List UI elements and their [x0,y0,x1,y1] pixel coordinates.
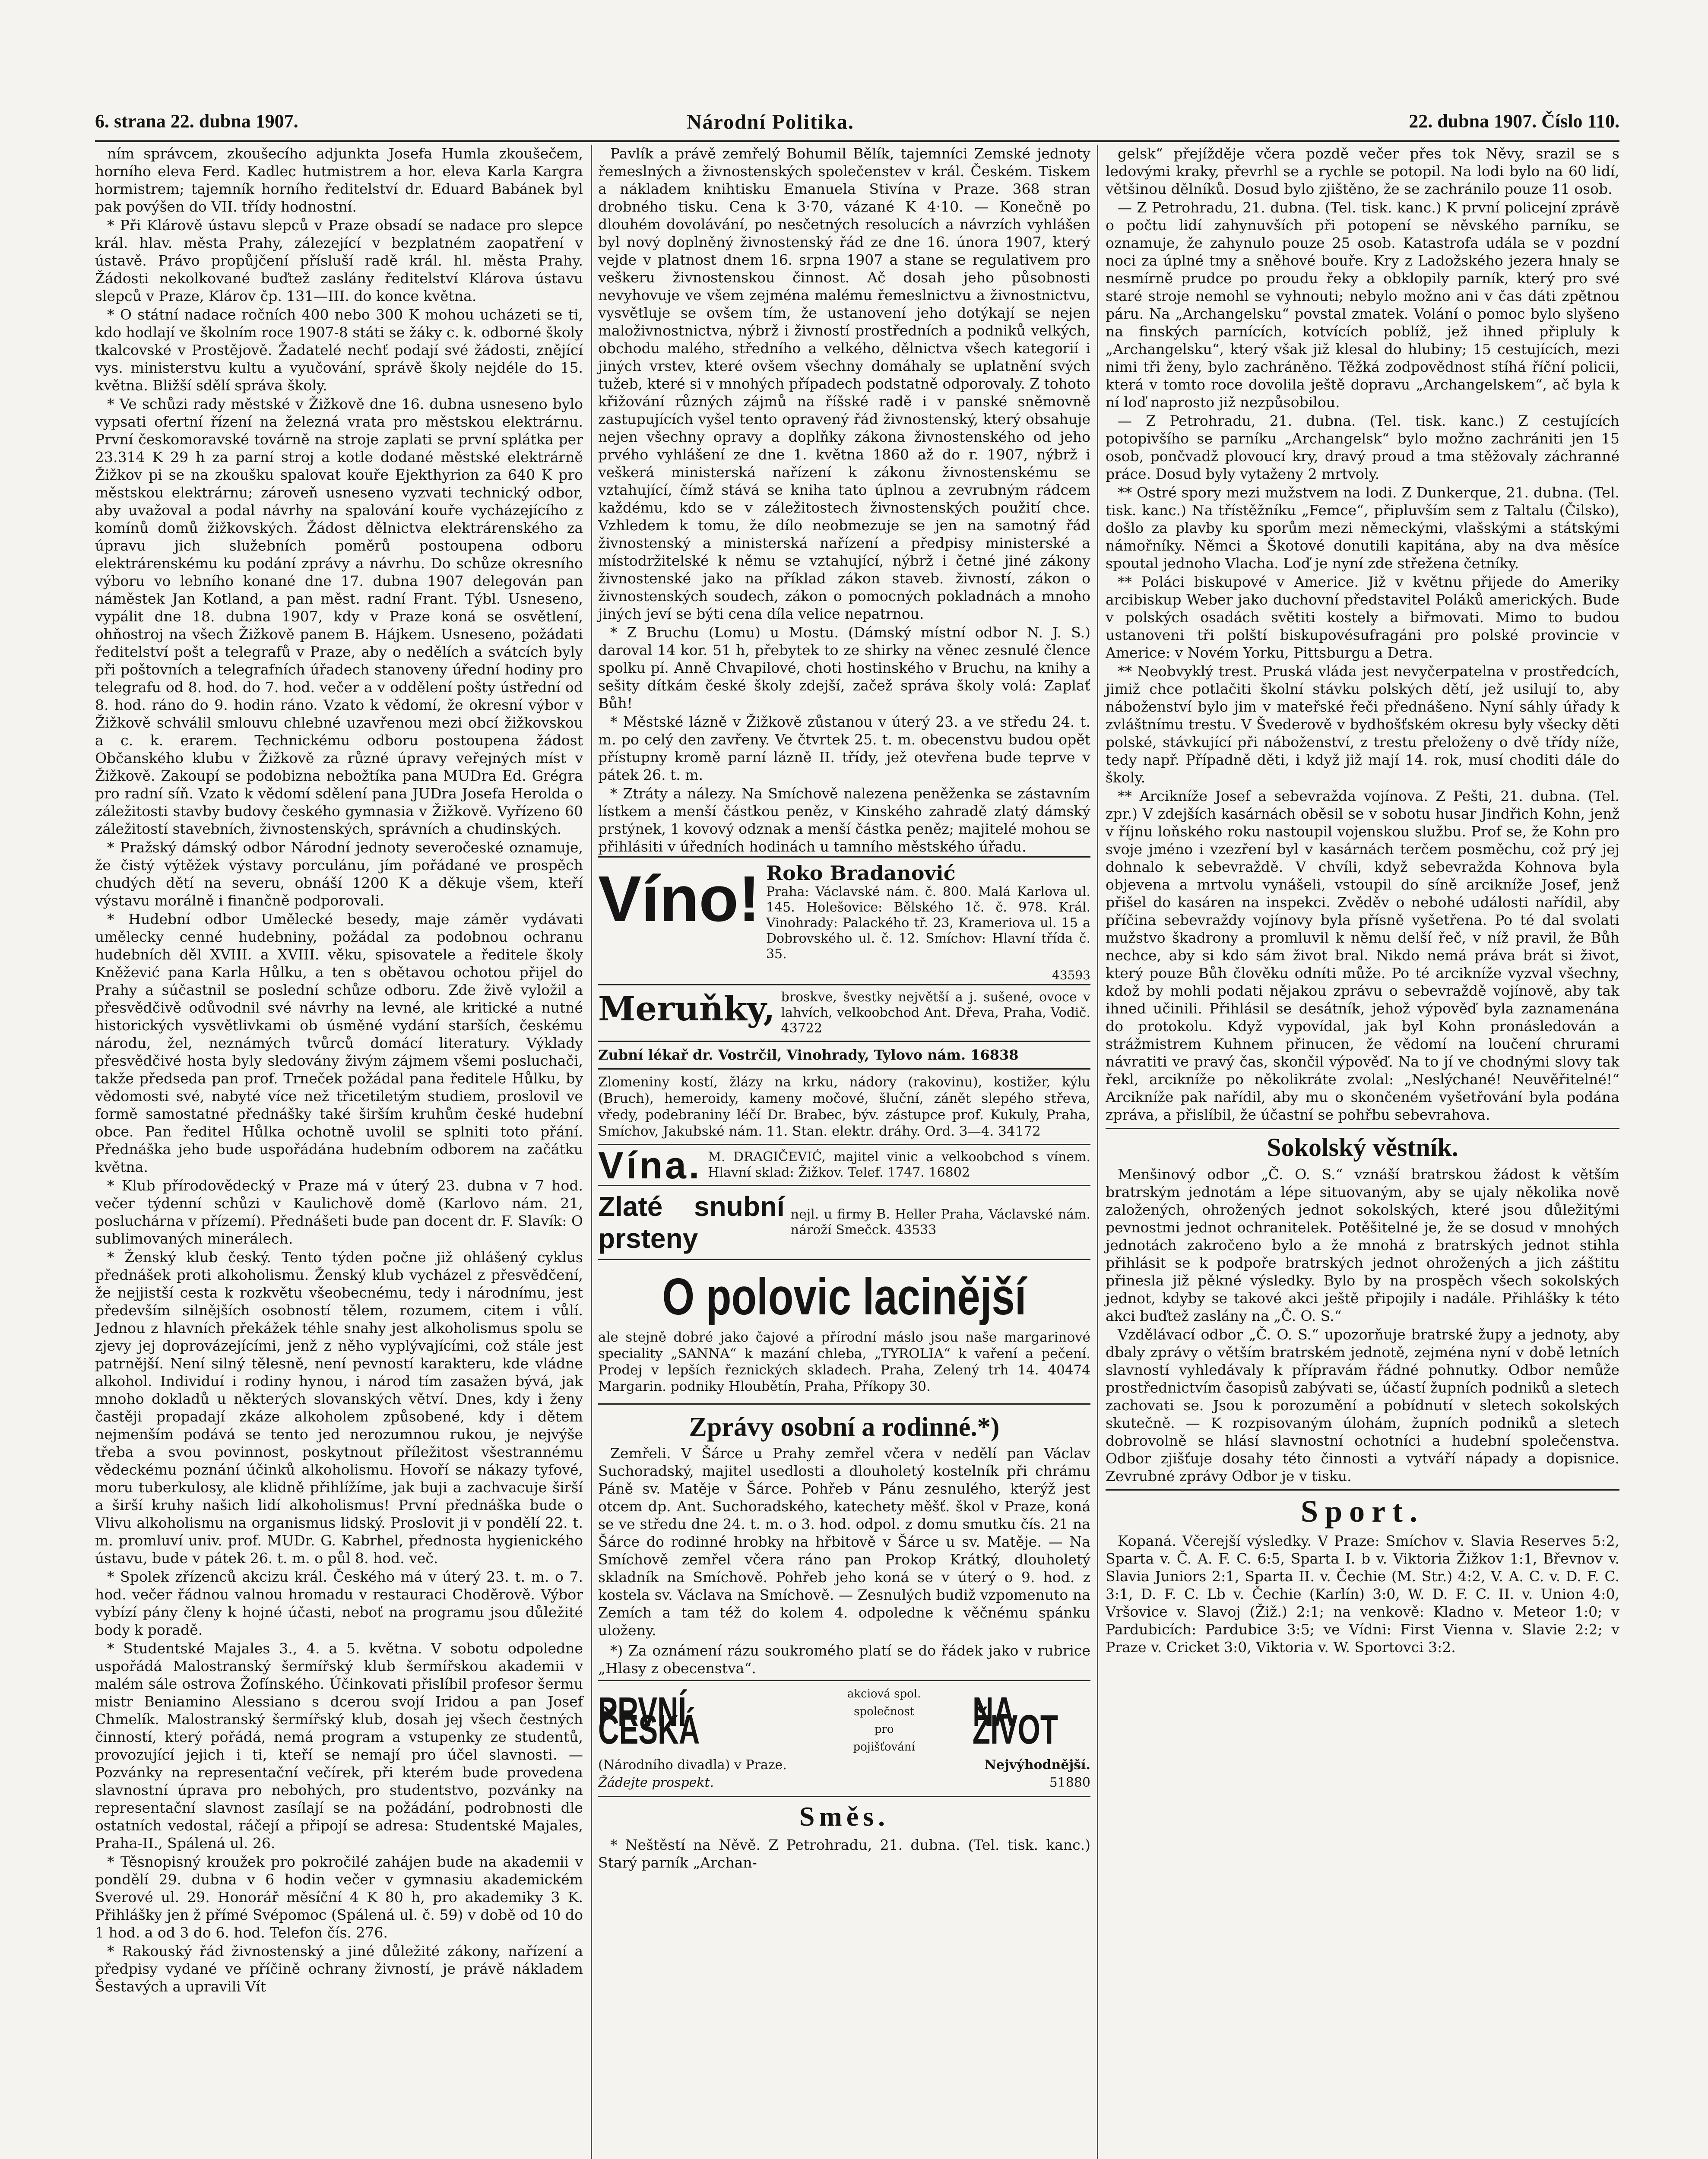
column-2 [598,145,1090,1872]
ad-margarin [598,1259,1090,1399]
article-paragraph: * Ve schůzi rady městské v Žižkově dne 16. dubna usneseno bylo vypsati ofertní řízení na železná vrata pro městskou elektrárnu. První českomoravské továrně na stroje zaplati se první splátka per 23.314 K 29 h za parní stroj a kotle dodané městské elektrárně Žižkov pi se na zkoušku spalovat kouře Ejekthyrion za 640 K pro městskou elektrárnu; zároveň usneseno vyzvati technický odbor, aby uvažoval a podal návrhy na spalování kouře vycházejícího z komínů domů žižkovských. Žádost dělnictva elektrárenského za úpravu jich služebních poměrů postoupena odboru elektrárenskému ku podání zprávy a návrhu. Do schůze okresního výboru vo lebního konané dne 17. dubna 1907 delegován pan náměstek Jan Kotland, a pan měst. radní Frant. Týbl. Usneseno, vypálit dne 18. dubna 1907, kdy v Praze koná se osvětlení, ohňostroj na všech Žižkově panem B. Hájkem. Usneseno, požádati ředitelství pošt a telegrafů v Praze, aby o nedělích a svátcích byly při poštovních a telegrafních úřadech stanoveny úřední hodiny pro telegrafu od 8. hod. do 7. hod. večer a v oddělení pošty ústřední od 8. hod. ráno do 9. hodin ráno. Vzato k vědomí, že okresní výbor v Žižkově schválil smlouvu chlebné uzavřenou mezi obcí žižkovskou a c. k. erarem. Technickému odboru postoupena žádost Občanského klubu v Žižkově za různé úpravy veřejných míst v Žižkově. Zakoupí se podobizna nebožtíka pana MUDra Ed. Grégra pro radní síň. Vzato k vědomí sdělení pana JUDra Josefa Herolda o záležitosti stavby budovy českého gymnasia v Žižkově. Vyřízeno 60 záležitostí stavebních, živnostenských, správních a chudinských. [95,396,583,837]
ad-vino-name: Roko Bradanović [766,861,956,885]
article-paragraph: * Studentské Majales 3., 4. a 5. května. V sobotu odpoledne uspořádá Malostranský šermířský klub šermířskou akademii v malém sále ostrova Žofínského. Účinkovati přislíbil profesor šermu mistr Beniamino Alessiano s dcerou svojí Iridou a pan Josef Chmelík. Malostranský šermířský klub, dosah jej všech čestných činností, který pořádá, nemá program a vstupenky ze studentů, provozující jejich i ti, kteří se nemají pro účel slavnosti. — Pozvánky na representační večírek, při kterém bude provedena slavnostní úprava pro nebohých, pro studentstvo, pozvánky na representační slavnost zasílají se na požádání, podrobnosti dle ostatních vedostal, ráčejí a připojí se adresa: Studentské Majales, Praha-II., Spálená ul. 26. [95,1640,583,1852]
header-left: 6. strana 22. dubna 1907. [95,111,298,132]
article-paragraph: * Pražský dámský odbor Národní jednoty severočeské oznamuje, že čistý výtěžek výstavy porculánu, jím pořádané ve prospěch chudých dětí na severu, obnáší 1200 K a děkuje všem, kteří výstavu morálně i finančně podporovali. [95,839,583,909]
header-rule [95,140,1619,142]
sport-section [1106,1489,1619,1656]
sport-title: Sport. [1300,1494,1425,1529]
sport-text: Kopaná. Včerejší výsledky. V Praze: Smíchov v. Slavia Reserves 5:2, Sparta v. Č. A. F. C. 6:5, Sparta I. b v. Viktoria Žižkov 1:1, Břevnov v. Slavia Juniors 2:1, Sparta II. v. Čechie (M. Str.) 4:2, V. A. C. v. D. F. C. 3:1, D. F. C. Lb v. Čechie (Karlín) 3:0, W. D. F. C. II. v. Union 4:0, Vršovice v. Slavoj (Žiž.) 2:1; na venkově: Kladno v. Meteor 1:0; v Pardubicích: Pardubice 3:5; ve Vídni: First Vienna v. Slavie 2:2; v Praze v. Cricket 3:0, Viktoria v. W. Sportovci 3:2. [1106,1532,1619,1656]
header-right: 22. dubna 1907. Číslo 110. [1409,111,1619,132]
sokol-section [1106,1128,1619,1485]
article-paragraph: ** Ostré spory mezi mužstvem na lodi. Z Dunkerque, 21. dubna. (Tel. tisk. kanc.) Na třístěžníku „Femce“, připluvším sem z Taltalu (Čilsko), došlo za plavby ku sporům mezi německými, vlašskými a státskými námořníky. Němci a Škotové donutili kapitána, aby na dva měsíce spoutal jednoho Vlacha. Loď je nyní zde střežena četníky. [1106,484,1619,572]
article-paragraph: * O státní nadace ročních 400 nebo 300 K mohou ucházeti se ti, kdo hodlají ve školním roce 1907-8 státi se žáky c. k. odborné školy tkalcovské v Prostějově. Žadatelé nechť podají své žádosti, znějící vys. ministerstvu kultu a vyučování, správě školy nejdéle do 15. května. Bližší sdělí správa školy. [95,306,583,394]
article-paragraph: — Z Petrohradu, 21. dubna. (Tel. tisk. kanc.) K první policejní zprávě o počtu lidí zahynuvších při potopení se něvského parníku, se oznamuje, že zahynulo pouze 25 osob. Katastrofa udála se v pozdní noci za úplné tmy a sněhové bouře. Kry z Ladožského jezera hnaly se nesmírně prudce po proudu řeky a obklopily parník, který pro své staré stroje nemohl se vyhnouti; nebylo možno ani v čas dáti zpětnou páru. Na „Archangelsku“ povstal zmatek. Volání o pomoc bylo slyšeno na finských parnících, kotvících poblíž, jež ihned připluly k „Archangelsku“, který však již klesal do hlubiny; 15 cestujících, mezi nimi tři ženy, bylo zachráněno. Těžká zodpovědnost stíhá říční policii, která v tomto roce dovolila ještě dopravu „Archangelskem“, ač byla k ní loď naprosto již nezpůsobilou. [1106,199,1619,411]
sokol-text: Menšinový odbor „Č. O. S.“ vznáší bratrskou žádost k větším bratrským jednotám a lépe situovaným, aby se ujaly několika nově založených, ohrožených jednot sokolských, které jsou důležitými pevnostmi jednot ochranitelek. Potěšitelné je, že se dosud v mnohých jednotách zakročeno bylo a že mnohá z bratrských jednot stihla přihlásit se k podpoře bratrských jednot ohrožených a jich záštitu přinesla již pěkné výsledky. Bylo by na prospěch všech sokolských jednot, kdyby se takové akci ještě připojily i nadále. Přihlášky k této akci buďtež zaslány na „Č. O. S.“ [1106,1166,1619,1324]
ad-zlate-title: Zlaté snubní prsteny [598,1191,785,1254]
article-paragraph: Pavlík a právě zemřelý Bohumil Bělík, tajemníci Zemské jednoty řemeslných a živnostenských společenstev v král. Českém. Tiskem a nákladem knihtisku Emanuela Stivína v Praze. 368 stran drobného tisku. Cena k 3·70, vázané K 4·10. — Konečně po dlouhém dovolávání, po nesčetných resolucích a návrzích vyhlášen byl nový doplněný živnostenský řád ze dne 16. února 1907, který vejde v platnost dnem 16. srpna 1907 a stane se regulativem pro veškeru živnostenskou činnost. Ač dosah jeho působnosti nevyhovuje ve všem zejména malému řemeslnictvu a živnostnictvu, vysvětluje se ovšem tím, že ustanovení jeho dotýkají se nejen maloživnostnictva, nýbrž i živností prostředních a podniků velkých, obchodu malého, středního a velkého, dělnictva všech kategorií i jiných vrstev, které ovšem všechny domáhaly se uplatnění svých tužeb, které si v mnohých případech podstatně odporovaly. Z tohoto křižování různých zájmů na říšské radě i v panské sněmovně zastupujících vyšel tento opravený řád živnostenský, který obsahuje nejen všechny opravy a doplňky zákona živnostenského od jeho prvého vyhlášení ze dne 1. května 1860 až do r. 1907, nýbrž i veškerá ministerská nařízení k zákonu živnostenskému se vztahující, čímž stává se kniha tato úplnou a zevrubným rádcem každému, kdo se v záležitostech živnostenských použití chce. Vzhledem k tomu, že dílo neobmezuje se jen na samotný řád živnostenský a ministerská nařízení a předpisy ministerské a místodržitelské k němu se vztahující, nýbrž i četné jiné zákony živnostenské jako na příklad zákon staveb. živností, zákon o živnostenských soudech, zákon o pomocných pokladnách a mnoho jiných jeví se býti cena díla velice nepatrnou. [598,145,1090,622]
ad-merunky [598,984,1090,1041]
article-paragraph: ním správcem, zkoušecího adjunkta Josefa Humla zkoušečem, horního eleva Ferd. Kadlec hutmistrem a hor. eleva Karla Kargra hormistrem; tajemník horního ředitelství dr. Eduard Babánek byl pak povýšen do VII. třídy hodnostní. [95,145,583,215]
ad-vina-text: M. DRAGIČEVIĆ, majitel vinic a velkoobchod s vínem. Hlavní sklad: Žižkov. Telef. 1747. 16802 [708,1149,1090,1180]
ad-zlate-text: nejl. u firmy B. Heller Praha, Václavské nám. nároží Smečck. 43533 [790,1207,1090,1238]
ad-zlate-prsteny [598,1185,1090,1259]
ad-prvni-best: Nejvýhodnější. [984,1757,1090,1773]
ad-prvni-ceska [598,1680,1090,1797]
ad-prvni-number: 51880 [1049,1775,1090,1790]
masthead-title: Národní Politika. [687,111,854,133]
ad-vino [598,856,1090,966]
article-paragraph: * Ztráty a nálezy. Na Smíchově nalezena peněženka se zástavním lístkem a menší částkou peněz, v Kinského zahradě zlatý dámský prstýnek, 1 kovový odznak a menší částka peněz; majitelé mohou se přihlásiti v úředních hodinách u tamního městského úřadu. [598,785,1090,855]
ad-merunky-title: Meruňky, [598,989,775,1029]
zpravy-title: Zprávy osobní a rodinné.*) [689,1412,1000,1442]
ad-margarin-text: ale stejně dobré jako čajové a přírodní máslo jsou naše margarinové speciality „SANNA“ k mazání chleba, „TYROLIA“ k vaření a pečení. Prodej v lepších řeznických skladech. Praha, Zelený trh 14. 40474 Margarin. podniky Hloubětín, Praha, Příkopy 30. [598,1330,1090,1394]
ad-prvni-mid: akciová spol. společnost pro pojišťování [847,1687,921,1754]
article-paragraph: ** Arcikníže Josef a sebevražda vojínova. Z Pešti, 21. dubna. (Tel. zpr.) V zdejších kasárnách oběsil se v sobotu husar Jindřich Kohn, jenž v říjnu loňského roku nastoupil vojenskou službu. Prof se, že Kohn pro svoje jméno i vzezření byl v kasárnách terčem posměchu, což prý jej dohnalo k sebevraždě. V chvíli, když sebevražda Kohnova byla objevena a mrtvolu vynášeli, vstoupil do síně arcikníže Josef, jenž přišel do kasáren na inspekci. Zvěděv o nebohé události nařídil, aby příčina sebevraždy vojínovy byla přísně vyšetřena. Po té dal svolati mužstvo škadrony a promluvil k němu delší řeč, v níž pravil, že Bůh nechce, aby si kdo sám život bral. Nikdo nemá práva brát si život, který pouze Bůh člověku odníti může. Po té arcikníže vyzval všechny, kdož by mohli podati nějakou zprávu o sebevraždě vojínově, aby tak ihned učinili. Přihlásil se desátník, jehož výpověď byla zaznamenána do protokolu. Když vypovídal, jak byl Kohn pronásledován a strážmistrem Kuhnem přinucen, že vědomí na loučení chrurami návratiti ve pravý čas, skončil výpověď. Na to jí ve chodnými slovy tak řekl, arcikníže po několikráte zvolal: „Neslýchané! Neuvěřitelné!“ Arcikníže pak nařídil, aby mu o skončeném vyšetřování byla podána zpráva, a přislíbil, že účastní se pohřbu sebevrahova. [1106,788,1619,1123]
ad-merunky-text: broskve, švestky největší a j. sušené, ovoce v lahvích, velkoobchod Ant. Dřeva, Praha, Vodič. 43722 [781,990,1090,1036]
ad-prvni-sub: (Národního divadla) v Praze. [598,1757,787,1773]
zpravy-note: *) Za oznámení rázu soukromého platí se do řádek jako v rubrice „Hlasy z obecenstva“. [598,1642,1090,1677]
article-paragraph: * Při Klárově ústavu slepců v Praze obsadí se nadace pro slepce král. hlav. města Prahy, zálezející v bezplatném zaopatření v ústavě. Právo propůjčení přísluší radě král. hl. města Prahy. Žádosti nekolkované buďtež zaslány ředitelství Klárova ústavu slepců v Praze, Klárov čp. 131—III. do konce května. [95,217,583,304]
sokol-text-2: Vzdělávací odbor „Č. O. S.“ upozorňuje bratrské župy a jednoty, aby dbaly zprávy o větším bratrském jednotě, zejména nyní v době letních slavností vyhledávaly k přípravám řádné pohnutky. Odbor nemůže prostřednictvím časopisů zabývati se, účastí župních podniků a sletech zachovati se. Jsou k porozumění a pobídnutí v sletech sokolských skutečně. — K rozpisovaným úlohám, župních podniků a sletech dobrovolně se hlásí slavnostní ochotníci a hudební společenstva. Odbor zjišťuje dosahy této činnosti a vytváří nápady a dopisnice. Zevrubné zprávy Odbor je v tisku. [1106,1326,1619,1485]
article-paragraph: * Těsnopisný kroužek pro pokročilé zahájen bude na akademii v pondělí 29. dubna v 6 hodin večer v gymnasiu akademickém Sverové ul. 29. Honorář měsíční 4 K 80 h, pro akademiky 3 K. Přihlášky jen ž přímé Svépomoc (Spálená ul. č. 59) v době od 10 do 1 hod. a od 3 do 6. hod. Telefon čís. 276. [95,1853,583,1941]
ad-margarin-title: O polovic lacinější [662,1268,1027,1326]
column-2-articles [598,145,1090,855]
smes-title: Směs. [799,1801,890,1832]
smes-text: * Neštěstí na Něvě. Z Petrohradu, 21. dubna. (Tel. tisk. kanc.) Starý parník „Archan- [598,1836,1090,1871]
ad-vina [598,1144,1090,1185]
ad-vino-number: 43593 [1052,968,1090,982]
sokol-title: Sokolský věstník. [1267,1133,1458,1162]
article-paragraph: * Spolek zřízenců akcizu král. Českého má v úterý 23. t. m. o 7. hod. večer řádnou valnou hromadu v restauraci Choděrově. Výbor vybízí pány členy k hojné účasti, neboť na programu jsou důležité body k poradě. [95,1568,583,1638]
ad-vino-title: Víno! [598,862,760,935]
article-paragraph: * Z Bruchu (Lomu) u Mostu. (Dámský místní odbor N. J. S.) daroval 14 kor. 51 h, přebytek to ze shirky na věnec zesnulé člence spolku pí. Anně Chvapilové, choti hostinského v Bruchu, na knihy a sešity dítkám české školy zdejší, začež správa školy volá: Zaplať Bůh! [598,624,1090,712]
column-1 [95,145,583,1996]
column-3-articles [1106,145,1619,1124]
ad-prvni-prospekt: Žádejte prospekt. [598,1775,714,1790]
zpravy-section [598,1403,1090,1677]
article-paragraph: * Klub přírodovědecký v Praze má v úterý 23. dubna v 7 hod. večer týdenní schůzi v Kaulichově domě (Karlovo nám. 21, posluchárna v přízemí). Přednášeti bude pan docent dr. F. Slavík: O sublimovaných minerálech. [95,1177,583,1247]
article-paragraph: ** Neobvyklý trest. Pruská vláda jest nevyčerpatelna v prostředcích, jimiž chce potlačiti školní stávku polských dětí, jež usilují to, aby náboženství bylo jim v mateřské řeči přednášeno. Nyní sáhly úřady k zvláštnímu trestu. V Švederově v bydhošťském okresu byly všecky děti polské, stávkující při náboženství, z trestu přeloženy o dvě třídy níže, tedy např. Případně děti, i když již mají 14. rok, musí choditi dále do školy. [1106,663,1619,786]
ad-prvni-right: NA ŽIVOT [972,1689,1058,1753]
column-3 [1106,145,1619,1657]
article-paragraph: * Městské lázně v Žižkově zůstanou v úterý 23. a ve středu 24. t. m. po celý den zavřeny. Ve čtvrtek 25. t. m. obecenstvu budou opět přístupny kromě parní lázně II. třídy, jež otevřena bude teprve v pátek 26. t. m. [598,713,1090,783]
ad-vina-title: Vína. [598,1143,702,1187]
column-divider-2 [1097,145,1098,2159]
zpravy-text: Zemřeli. V Šárce u Prahy zemřel včera v nedělí pan Václav Suchoradský, majitel usedlosti a dlouholetý kostelník při chrámu Páně sv. Matěje v Šárce. Pohřeb v Pánu zesnulého, kterýž jest otcem dp. Ant. Suchoradského, katechety měšť. škol v Praze, koná se ve středu dne 24. t. m. o 3. hod. odpol. z domu smutku čís. 21 na Šárce do rodinné hrobky na hřbitově v Šárce u sv. Matěje. — Na Smíchově zemřel včera ráno pan Prokop Krátký, dlouholetý skladník na Smíchově. Pohřeb jeho koná se v úterý o 9. hod. z kostela sv. Václava na Smíchově. — Zesnulých budiž vzpomenuto na Zemích a tam též do kolem 4. odpoledne k věčnému spánku uloženy. [598,1445,1090,1639]
ad-vino-text: Praha: Václavské nám. č. 800. Malá Karlova ul. 145. Holešovice: Bělského 1č. č. 978. Král. Vinohrady: Palackého tř. 23, Krameriova ul. 15 a Dobrovského ul. č. 12. Smíchov: Hlavní třída č. 35. [766,884,1090,962]
ad-prvni-left: PRVNÍ ČESKÁ [598,1689,700,1753]
article-paragraph: * Rakouský řád živnostenský a jiné důležité zákony, nařízení a předpisy vydané ve příčině ochrany živností, je právě nákladem Šestavých a upravili Vít [95,1943,583,1995]
article-paragraph: ** Poláci biskupové v Americe. Již v květnu přijede do Ameriky arcibiskup Weber jako duchovní představitel Poláků amerických. Bude v polských osadách světiti kostely a biřmovati. Mimo to budou ustanoveni tři polští biskupovésufragáni pro polské provincie v Americe: v Novém Yorku, Pittsburgu a Detra. [1106,573,1619,661]
ad-zlomeniny: Zlomeniny kostí, žlázy na krku, nádory (rakovinu), kostižer, kýlu (Bruch), hemeroidy, kameny močové, šluční, zánět slepého střeva, vředy, podebraniny léčí Dr. Brabec, býv. zástupce prof. Kukuly, Praha, Smíchov, Jakubské nám. 11. Stan. elektr. dráhy. Ord. 3—4. 34172 [598,1068,1090,1144]
article-paragraph: — Z Petrohradu, 21. dubna. (Tel. tisk. kanc.) Z cestujících potopivšího se parníku „Archangelsk“ bylo možno zachrániti jen 15 osob, pončvadž plovoucí kry, dravý proud a tma stěžovaly záchranné práce. Dosud byly vytaženy 2 mrtvoly. [1106,412,1619,482]
column-divider [591,145,592,2159]
page-header [95,106,1619,140]
article-paragraph: * Ženský klub český. Tento týden počne již ohlášený cyklus přednášek proti alkoholismu. Ženský klub vycházel z přesvědčení, že nejjistší cesta k rozkvětu všeobecnému, tedy i národnímu, jest především silnějších osobností tělem, rozumem, citem i vůlí. Jednou z hlavních překážek téhle snahy jest alkoholismus spolu se zjevy jej doprovázejícími, jenž z něho vyplývajícími, což stále jest patrnější. Není silný tělesně, není pevností karakteru, kde vládne alkohol. Individuí i rodiny hynou, i národ tím zasažen bývá, jak mnoho dokladů u některých slovanských větví. Dnes, kdy i ženy častěji propadají zkáze alkoholem způsobené, kdy i dětem nejmenším podává se tento jed nerozumnou rukou, je nejvýše třeba a svou povinnost, poskytnout příležitost všestrannému vědeckému poznání účinků alkoholismu. Hovoří se nákazy tyfové, moru tuberkulosy, ale klidně přihlížíme, jak buji a zachvacuje širší a širší kruhy našich lidí alkoholismus! První přednáška bude o Vlivu alkoholismu na organismus lidský. Proslovit ji v pondělí 22. t. m. promluví univ. prof. MUDr. G. Kabrhel, přednosta hygienického ústavu, bude v pátek 26. t. m. o půl 8. hod. več. [95,1249,583,1567]
ad-zubni-lekar: Zubní lékař dr. Vostrčil, Vinohrady, Tylovo nám. 16838 [598,1041,1090,1068]
article-paragraph: * Hudební odbor Umělecké besedy, maje záměr vydávati umělecky cenné hudebniny, požádal za podobnou ochranu hudebních děl XVIII. a XVIII. věku, spisovatele a ředitele školy Kněžević pana Karla Hůlku, a ten s obětavou ochotou přijel do Prahy a súčastnil se poslední schůze odboru. Zde živě vyložil a přesvědčivě odůvodnil své návrhy na levné, ale kritické a nutné historických vysvětlivkami ob úsměné vydání starších, českému národu, žel, neznámých tvůrců domácí literatury. Výklady přesvědčivé hosta byly sledovány živým zájmem všemi posluchači, takže předseda pan prof. Trneček požádal pana ředitele Hůlku, by vědomosti své, nabyté více než třicetiletým studiem, proslovil ve formě samostatné přednášky také širším kruhům české hudební obce. Pan ředitel Hůlka ochotně uvolil se splniti toto přání. Přednáška jeho bude uspořádána hudebním odborem na začátku května. [95,911,583,1175]
article-paragraph: gelsk“ přejížděje včera pozdě večer přes tok Něvy, srazil se s ledovými kraky, převrhl se a rychle se potopil. Na lodi bylo na 60 lidí, většinou dělníků. Dosud bylo zjištěno, že se zachránilo pouze 11 osob. [1106,145,1619,197]
